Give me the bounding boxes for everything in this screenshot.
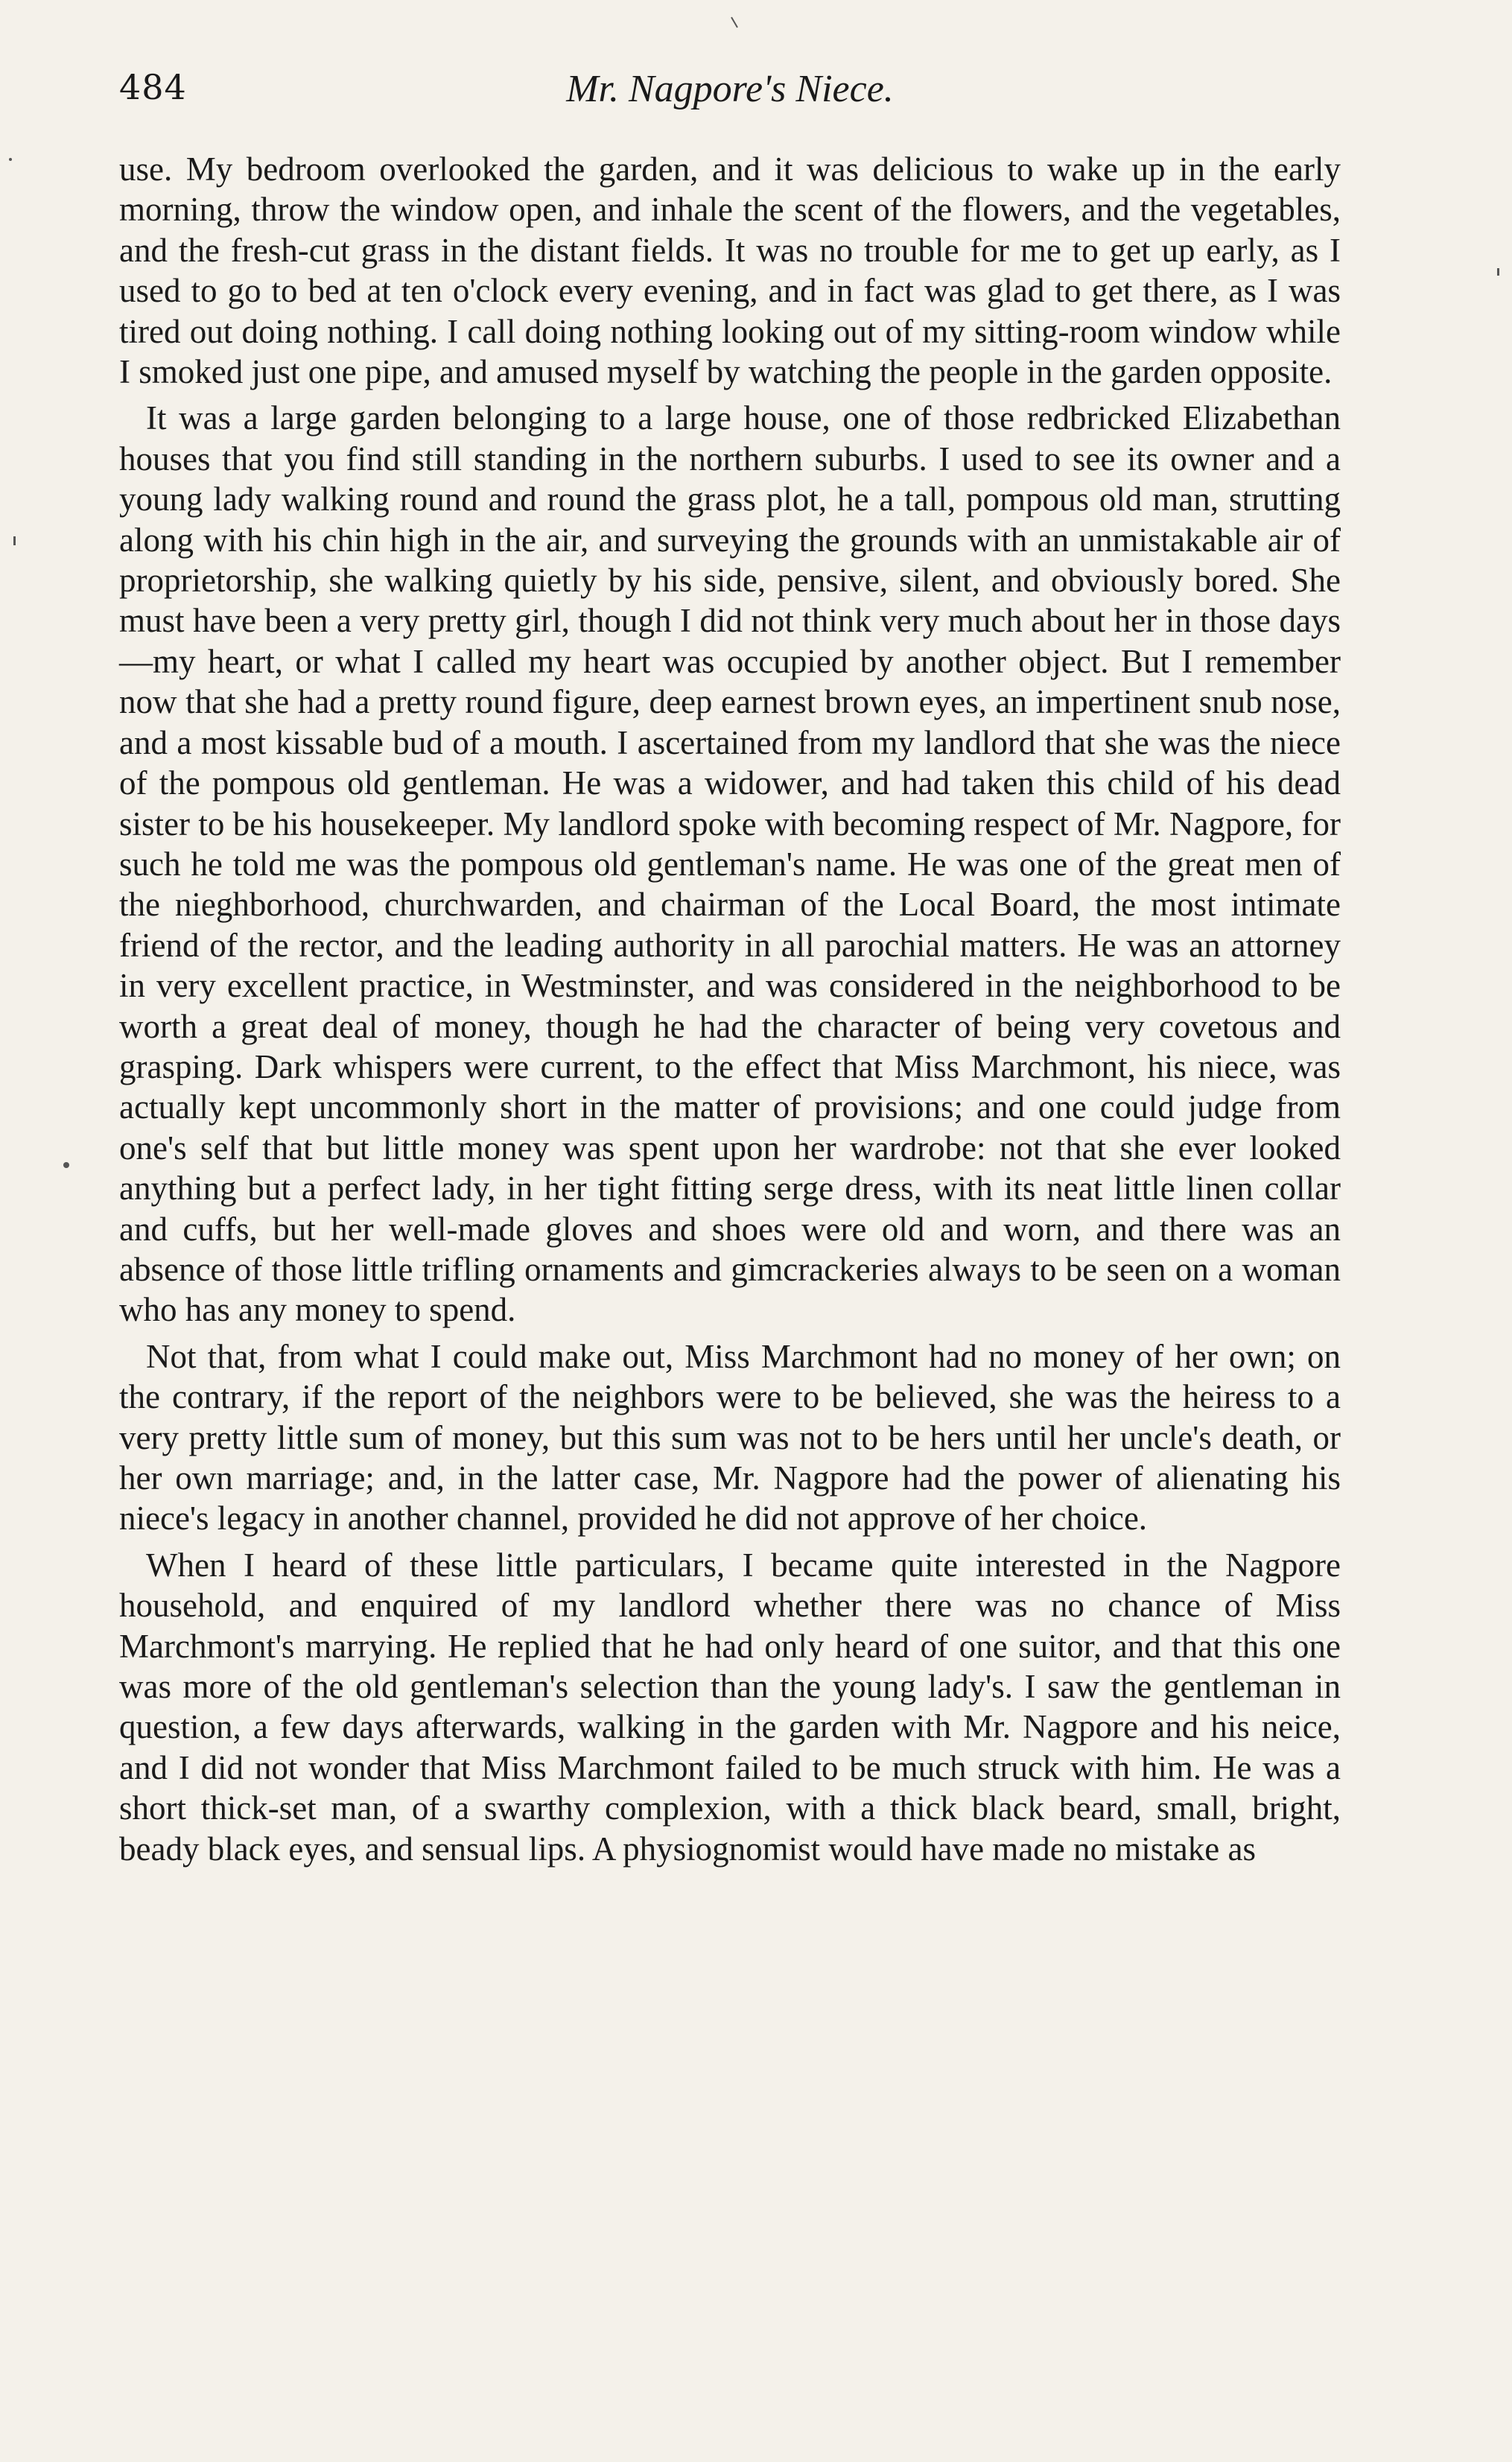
scan-speck	[63, 1162, 69, 1168]
page-number: 484	[119, 67, 187, 107]
running-title: Mr. Nagpore's Niece.	[566, 68, 894, 110]
scan-speck	[9, 158, 12, 161]
paragraph: use. My bedroom overlooked the garden, and it was delicious to wake up in the early morning, throw the window open, and inhale the scent of the flowers, and the vegetables, and the fresh-cut grass in the distant fields. It was no trouble for me to get up early, as I used to go to bed at ten o'clock every evening, and in fact was glad to get there, as I was tired out doing nothing. I call doing nothing looking out of my sitting-room window while I smoked just one pipe, and amused myself by watching the people in the garden opposite.	[119, 150, 1341, 391]
scan-speck	[731, 17, 738, 28]
scan-speck	[13, 536, 16, 545]
paragraph: It was a large garden belonging to a large house, one of those redbricked Elizabethan houses that you find still standing in the northern suburbs. I used to see its owner and a young lady walking round and round the grass plot, he a tall, pompous old man, strutting along with his chin high in the air, and surveying the grounds with an unmistakable air of proprietorship, she walking quietly by his side, pensive, silent, and obviously bored. She must have been a very pretty girl, though I did not think very much about her in those days—my heart, or what I called my heart was occupied by another object. But I remember now that she had a pretty round figure, deep earnest brown eyes, an impertinent snub nose, and a most kissable bud of a mouth. I ascertained from my landlord that she was the niece of the pompous old gentleman. He was a widower, and had taken this child of his dead sister to be his housekeeper. My landlord spoke with becoming respect of Mr. Nagpore, for such he told me was the pompous old gentleman's name. He was one of the great men of the nieghborhood, churchwarden, and chairman of the Local Board, the most intimate friend of the rector, and the leading authority in all parochial matters. He was an attorney in very excellent practice, in Westminster, and was considered in the neighborhood to be worth a great deal of money, though he had the character of being very covetous and grasping. Dark whispers were current, to the effect that Miss Marchmont, his niece, was actually kept uncommonly short in the matter of provisions; and one could judge from one's self that but little money was spent upon her wardrobe: not that she ever looked anything but a perfect lady, in her tight fitting serge dress, with its neat little linen collar and cuffs, but her well-made gloves and shoes were old and worn, and there was an absence of those little trifling ornaments and gimcrackeries always to be seen on a woman who has any money to spend.	[119, 399, 1341, 1329]
paragraph: Not that, from what I could make out, Miss Marchmont had no money of her own; on the contrary, if the report of the neighbors were to be believed, she was the heiress to a very pretty little sum of money, but this sum was not to be hers until her uncle's death, or her own marriage; and, in the latter case, Mr. Nagpore had the power of alienating his niece's legacy in another channel, provided he did not approve of her choice.	[119, 1337, 1341, 1538]
scan-speck	[1497, 268, 1499, 276]
running-head	[119, 67, 1341, 127]
document-page	[119, 67, 1341, 1875]
body-text	[119, 149, 1341, 1869]
paragraph: When I heard of these little particulars, I became quite interested in the Nagpore household, and enquired of my landlord whether there was no chance of Miss Marchmont's marrying. He replied that he had only heard of one suitor, and that this one was more of the old gentleman's selection than the young lady's. I saw the gentleman in question, a few days afterwards, walking in the garden with Mr. Nagpore and his neice, and I did not wonder that Miss Marchmont failed to be much struck with him. He was a short thick-set man, of a swarthy complexion, with a thick black beard, small, bright, beady black eyes, and sensual lips. A physiognomist would have made no mistake as	[119, 1546, 1341, 1868]
